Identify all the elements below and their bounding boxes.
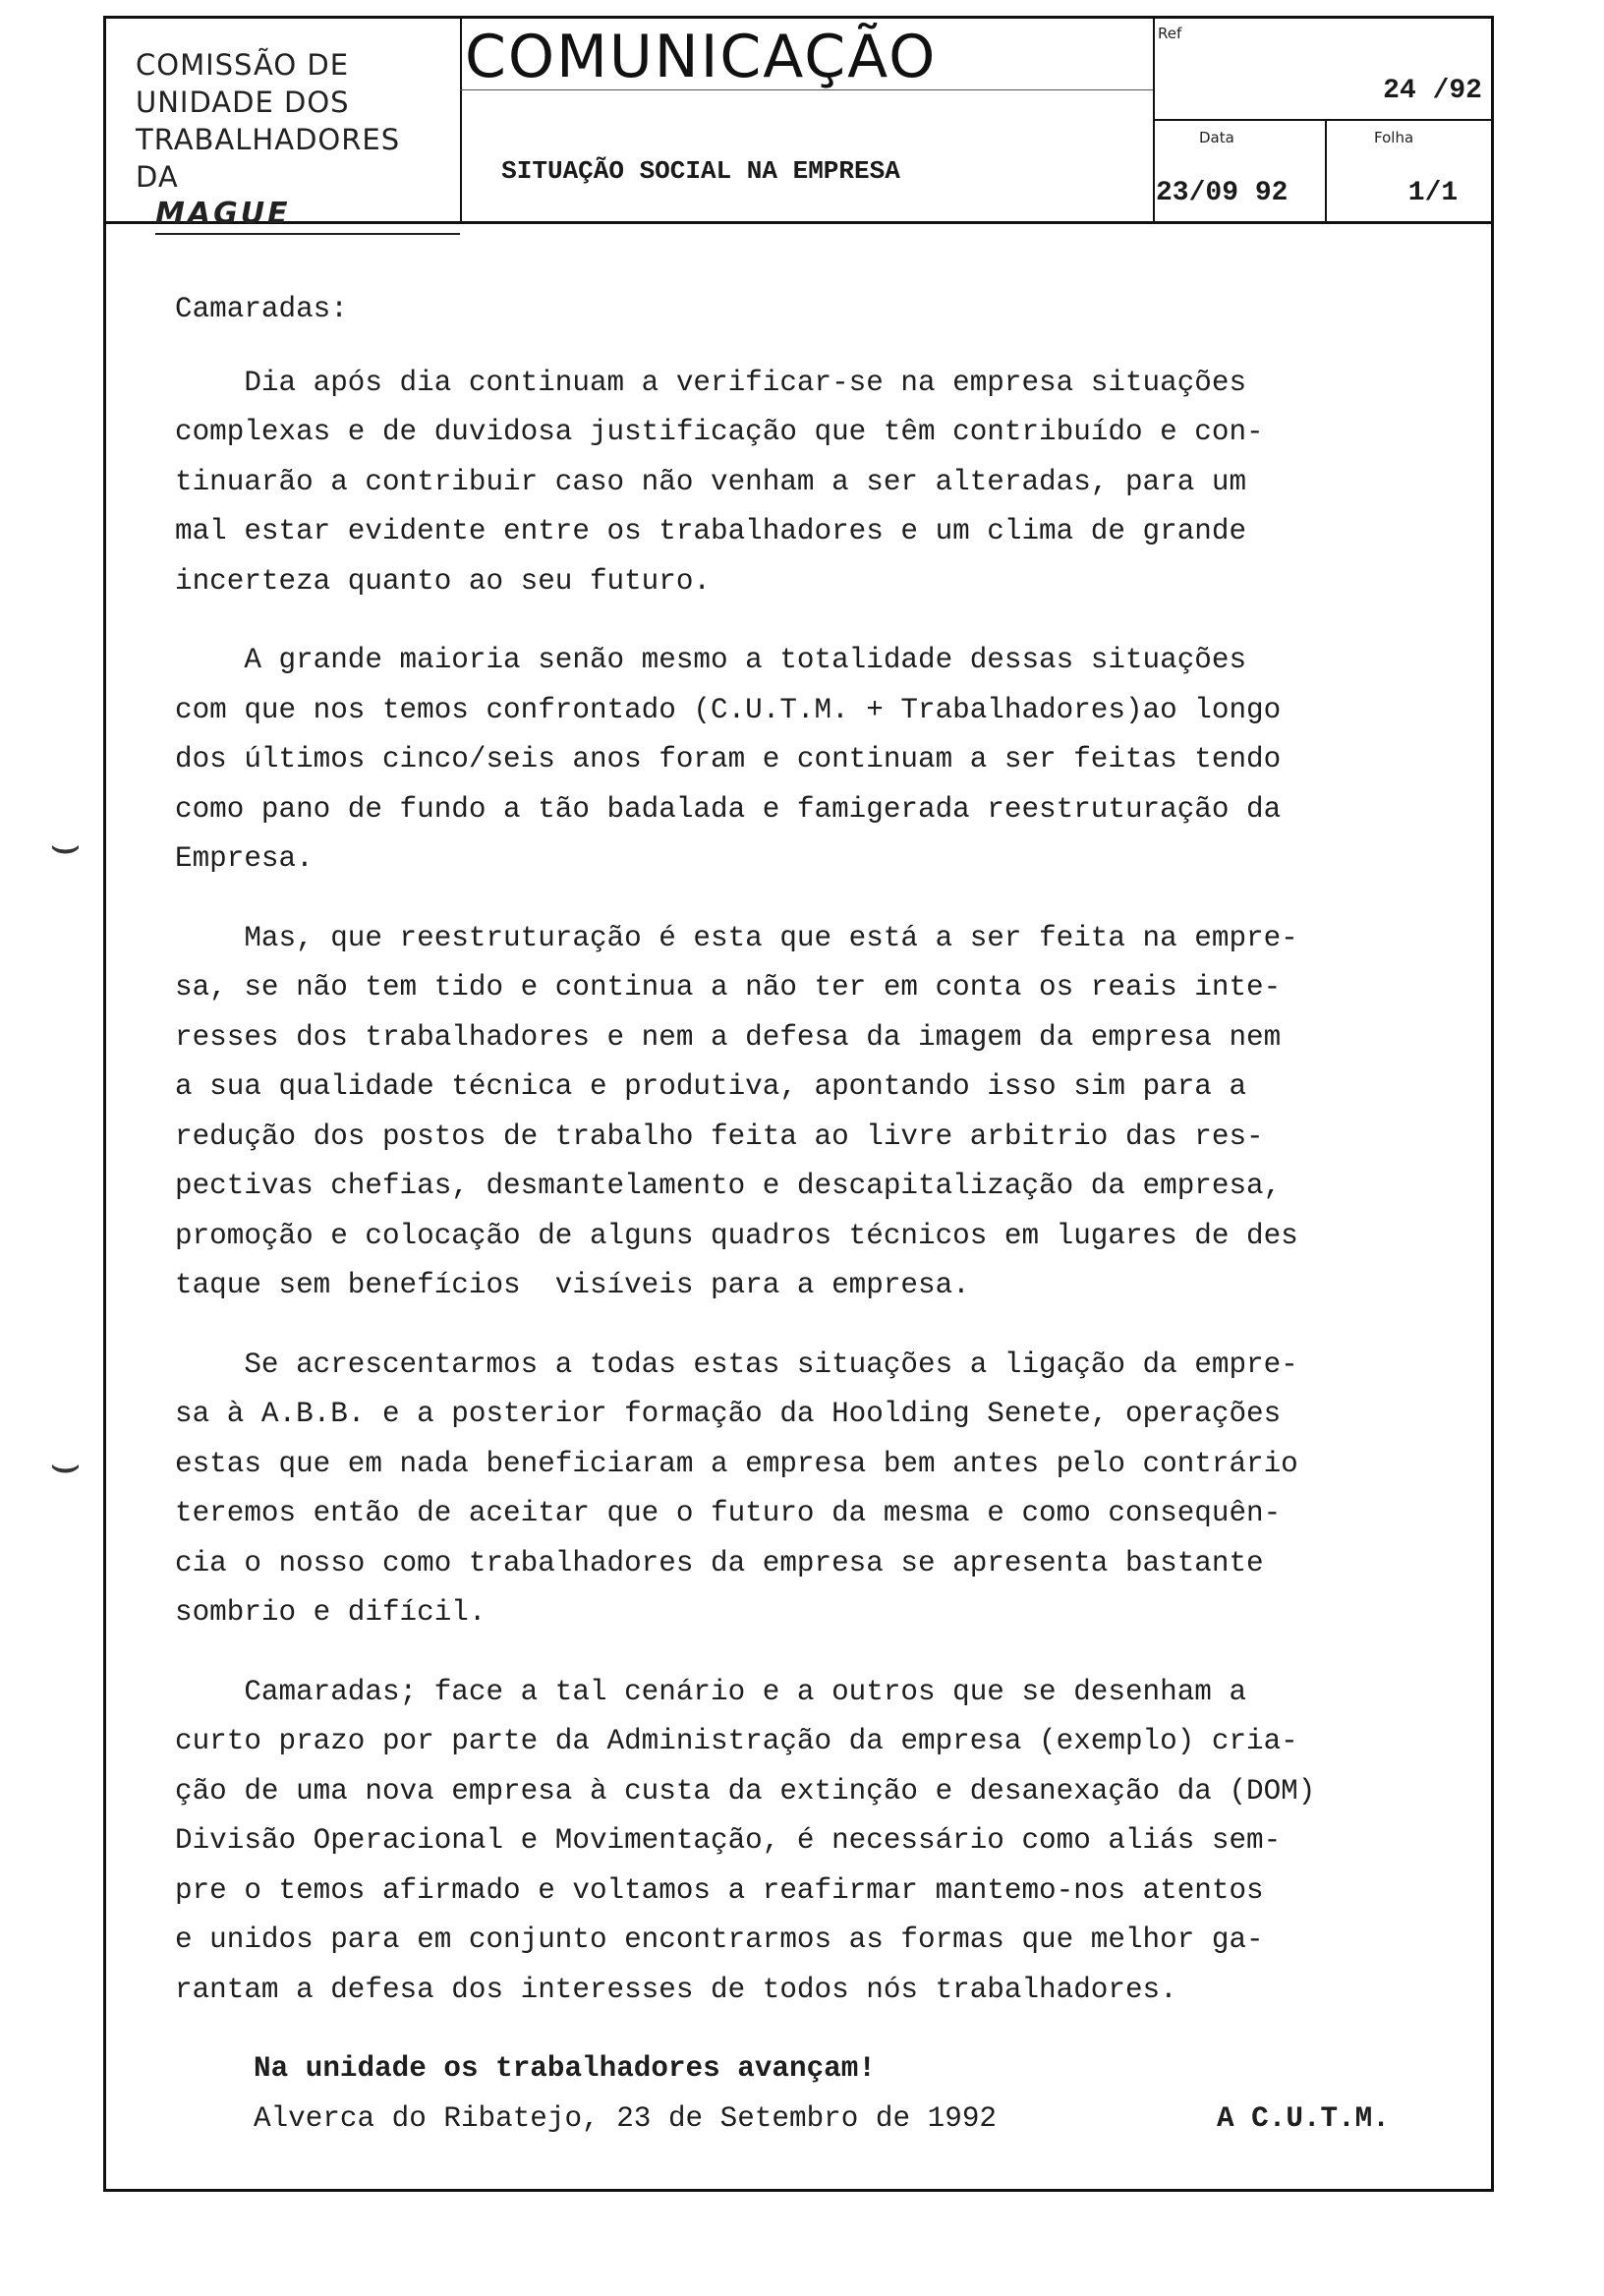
margin-mark: ⌣ (49, 1435, 82, 1492)
ref-label: Ref (1158, 25, 1182, 42)
text-line: ção de uma nova empresa à custa da extinção e desanexação da (DOM) (175, 1774, 1316, 1808)
text-line: teremos então de aceitar que o futuro da mesma e como consequên- (175, 1497, 1282, 1529)
paragraph-1 (175, 359, 1472, 607)
text-line: complexas e de duvidosa justificação que têm contribuído e con- (175, 416, 1264, 448)
org-line-2: UNIDADE DOS (136, 86, 350, 119)
place-date: Alverca do Ribatejo, 23 de Setembro de 1992 (254, 2101, 997, 2135)
organization-name (136, 46, 460, 235)
text-line: como pano de fundo a tão badalada e famigerada reestruturação da (175, 792, 1282, 826)
text-line: cia o nosso como trabalhadores da empresa se apresenta bastante (175, 1546, 1264, 1579)
text-line: promoção e colocação de alguns quadros técnicos em lugares de des (175, 1219, 1298, 1252)
document-title: COMUNICAÇÃO (465, 23, 938, 91)
text-line: sa à A.B.B. e a posterior formação da Hoolding Senete, operações (175, 1398, 1282, 1430)
text-line: tinuarão a contribuir caso não venham a ser alteradas, para um (175, 465, 1247, 498)
text-line: dos últimos cinco/seis anos foram e continuam a ser feitas tendo (175, 743, 1282, 775)
text-line: Divisão Operacional e Movimentação, é necessário como aliás sem- (175, 1824, 1282, 1857)
org-line-1: COMISSÃO DE (136, 48, 350, 82)
text-line: A grande maioria senão mesmo a totalidade dessas situações (175, 644, 1247, 676)
text-line: curto prazo por parte da Administração da empresa (exemplo) cria- (175, 1725, 1298, 1757)
folha-value: 1/1 (1407, 178, 1459, 208)
margin-mark: ⌣ (49, 816, 82, 873)
text-line: sombrio e difícil. (175, 1596, 487, 1629)
ref-value: 24 /92 (1383, 76, 1482, 106)
text-line: Se acrescentarmos a todas estas situações a ligação da empre- (175, 1348, 1298, 1381)
text-line: Dia após dia continuam a verificar-se na empresa situações (175, 366, 1247, 399)
org-da: DA (136, 160, 179, 194)
document-header (103, 16, 1494, 231)
text-line: estas que em nada beneficiaram a empresa bem antes pelo contrário (175, 1447, 1298, 1480)
text-line: resses dos trabalhadores e nem a defesa da imagem da empresa nem (175, 1020, 1282, 1054)
paragraph-4 (175, 1341, 1472, 1638)
date-label: Data (1199, 129, 1234, 146)
text-line: Camaradas; face a tal cenário e a outros que se desenham a (175, 1675, 1247, 1708)
date-value: 23/09 92 (1156, 178, 1289, 208)
text-line: incerteza quanto ao seu futuro. (175, 564, 712, 598)
paragraph-5 (175, 1668, 1472, 2016)
document-subject: SITUAÇÃO SOCIAL NA EMPRESA (501, 156, 900, 186)
text-line: taque sem benefícios visíveis para a empresa. (175, 1269, 970, 1301)
text-line: Mas, que reestruturação é esta que está a ser feita na empre- (175, 921, 1298, 954)
paragraph-2 (175, 636, 1472, 885)
salutation: Camaradas: (175, 293, 348, 325)
text-line: com que nos temos confrontado (C.U.T.M. + Trabalhadores)ao longo (175, 693, 1282, 726)
folha-label: Folha (1374, 129, 1414, 146)
org-line-3: TRABALHADORES (136, 123, 401, 156)
org-logo: MAGUE (155, 196, 460, 235)
text-line: pectivas chefias, desmantelamento e descapitalização da empresa, (175, 1170, 1282, 1202)
signature: A C.U.T.M. (1217, 2101, 1390, 2135)
text-line: pre o temos afirmado e voltamos a reafirmar mantemo-nos atentos (175, 1873, 1264, 1907)
paragraph-3 (175, 914, 1472, 1311)
text-line: Empresa. (175, 842, 314, 875)
text-line: e unidos para em conjunto encontrarmos as formas que melhor ga- (175, 1923, 1264, 1956)
closing (254, 2095, 1472, 2145)
document-content (175, 285, 1472, 2144)
text-line: redução dos postos de trabalho feita ao livre arbitrio das res- (175, 1119, 1264, 1153)
text-line: rantam a defesa dos interesses de todos nós trabalhadores. (175, 1973, 1177, 2006)
text-line: a sua qualidade técnica e produtiva, apontando isso sim para a (175, 1070, 1247, 1103)
text-line: mal estar evidente entre os trabalhadores e um clima de grande (175, 515, 1247, 547)
slogan: Na unidade os trabalhadores avançam! (254, 2052, 876, 2085)
text-line: sa, se não tem tido e continua a não ter em conta os reais inte- (175, 971, 1282, 1004)
